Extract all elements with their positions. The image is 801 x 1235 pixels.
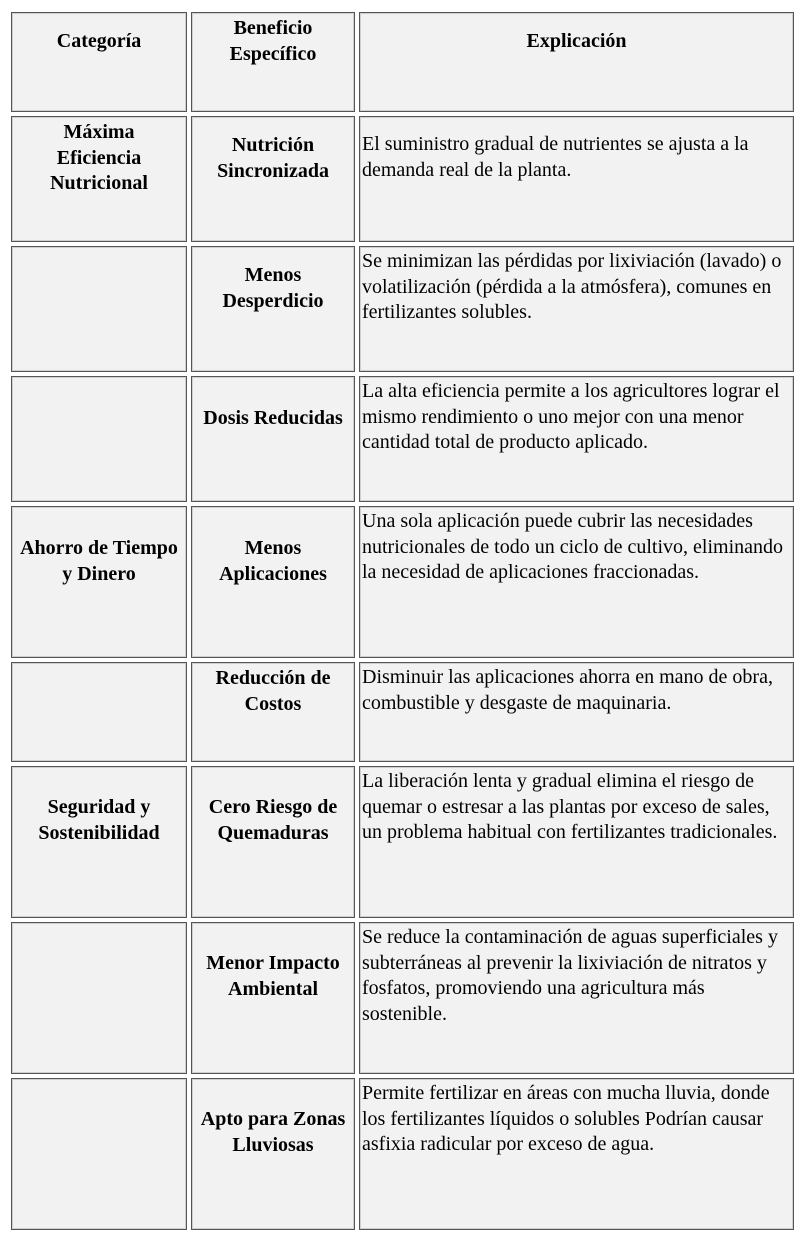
explicacion-text: Disminuir las aplicaciones ahorra en mano de obra, combustible y desgaste de maquinaria. — [362, 666, 773, 714]
explicacion-text: Una sola aplicación puede cubrir las necesidades nutricionales de todo un ciclo de cultivo, eliminando la necesidad de aplicaciones fraccionadas. — [362, 510, 784, 583]
header-explicacion — [359, 12, 794, 112]
explicacion-text: La liberación lenta y gradual elimina el riesgo de quemar o estresar a las plantas por exceso de sales, un problema habitual con fertilizantes tradicionales. — [362, 770, 778, 843]
table-cell-explicacion — [359, 246, 794, 372]
table-cell-categoria — [11, 116, 187, 242]
table-cell-beneficio — [191, 766, 355, 918]
table-cell-explicacion — [359, 1078, 794, 1230]
beneficio-text: Menos Desperdicio — [222, 264, 324, 312]
header-explicacion-label: Explicación — [526, 30, 627, 52]
beneficio-text: Dosis Reducidas — [203, 407, 343, 429]
categoria-text: Seguridad y Sostenibilidad — [38, 796, 160, 844]
table-cell-categoria — [11, 1078, 187, 1230]
categoria-text: Ahorro de Tiempo y Dinero — [20, 537, 178, 585]
table-cell-explicacion — [359, 376, 794, 502]
header-beneficio — [191, 12, 355, 112]
table-cell-categoria — [11, 922, 187, 1074]
categoria-text: Máxima Eficiencia Nutricional — [50, 121, 148, 194]
table-cell-explicacion — [359, 662, 794, 762]
beneficio-text: Cero Riesgo de Quemaduras — [208, 796, 338, 844]
table-cell-beneficio — [191, 922, 355, 1074]
explicacion-text: Se minimizan las pérdidas por lixiviación (lavado) o volatilización (pérdida a la atmósfera), comunes en fertilizantes solubles. — [362, 250, 782, 323]
explicacion-text: El suministro gradual de nutrientes se ajusta a la demanda real de la planta. — [362, 133, 749, 181]
table-cell-explicacion — [359, 766, 794, 918]
table-cell-beneficio — [191, 506, 355, 658]
table-cell-explicacion — [359, 506, 794, 658]
table-cell-categoria — [11, 766, 187, 918]
table-cell-categoria — [11, 376, 187, 502]
explicacion-text: Permite fertilizar en áreas con mucha lluvia, donde los fertilizantes líquidos o solubles Podrían causar asfixia radicular por exceso de agua. — [362, 1082, 770, 1155]
table-cell-beneficio — [191, 1078, 355, 1230]
table-cell-explicacion — [359, 922, 794, 1074]
table-cell-categoria — [11, 506, 187, 658]
beneficio-text: Reducción de Costos — [215, 667, 331, 715]
beneficio-text: Menor Impacto Ambiental — [206, 952, 340, 1000]
explicacion-text: La alta eficiencia permite a los agricultores lograr el mismo rendimiento o uno mejor con una menor cantidad total de producto aplicado. — [362, 380, 780, 453]
header-beneficio-label: Beneficio Específico — [229, 17, 317, 65]
explicacion-text: Se reduce la contaminación de aguas superficiales y subterráneas al prevenir la lixiviación de nitratos y fosfatos, promoviendo una agricultura más sostenible. — [362, 926, 778, 1025]
header-categoria — [11, 12, 187, 112]
beneficio-text: Nutrición Sincronizada — [217, 134, 329, 182]
table-cell-beneficio — [191, 246, 355, 372]
table-cell-categoria — [11, 662, 187, 762]
table-cell-explicacion — [359, 116, 794, 242]
table-cell-beneficio — [191, 662, 355, 762]
table-cell-beneficio — [191, 116, 355, 242]
table-cell-categoria — [11, 246, 187, 372]
table-cell-beneficio — [191, 376, 355, 502]
beneficio-text: Apto para Zonas Lluviosas — [200, 1108, 346, 1156]
beneficio-text: Menos Aplicaciones — [219, 537, 327, 585]
header-categoria-label: Categoría — [56, 30, 142, 52]
